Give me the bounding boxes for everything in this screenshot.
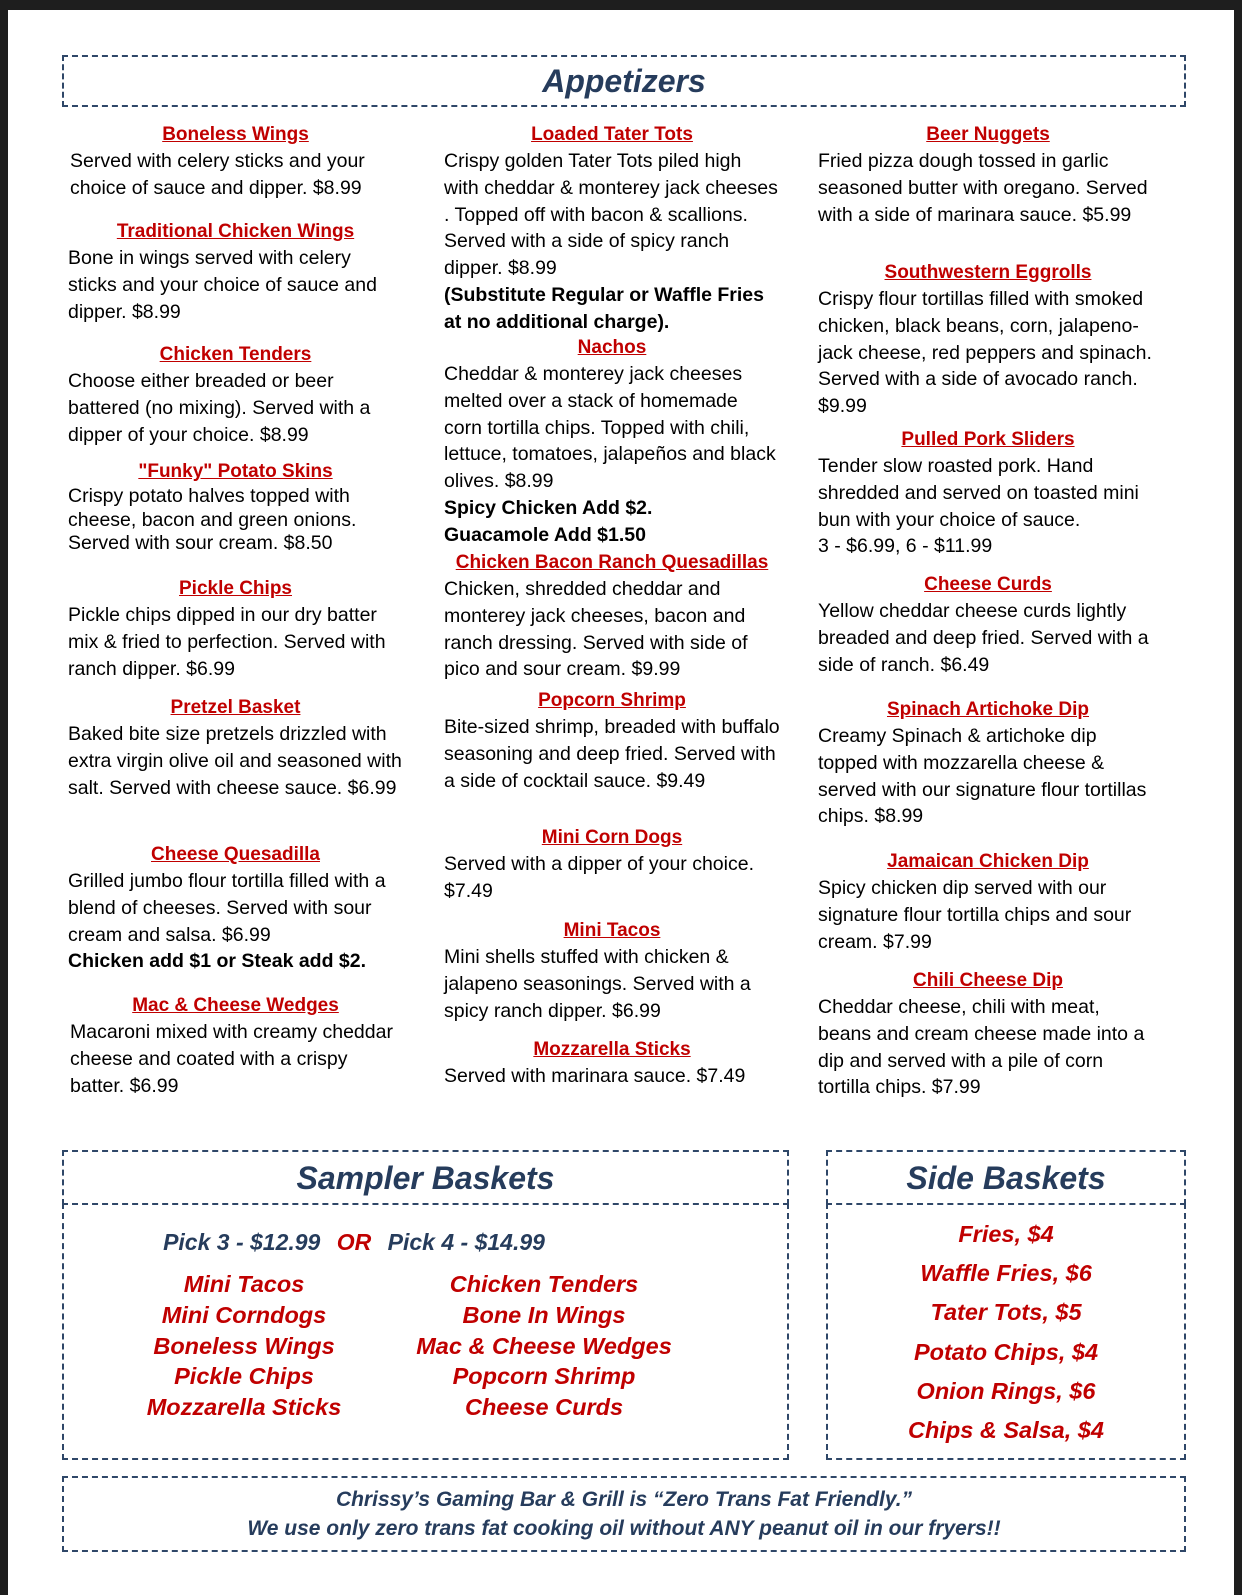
menu-item: [68, 342, 403, 448]
menu-item: [444, 918, 780, 1024]
sampler-item: Mini Corndogs: [161, 1301, 327, 1328]
menu-item-desc: Macaroni mixed with creamy cheddar cheese and coated with a crispy batter. $6.99: [70, 1021, 393, 1097]
sampler-item: Mini Tacos: [183, 1271, 305, 1297]
menu-item: [68, 122, 403, 202]
menu-item-name: Mini Corn Dogs: [541, 827, 683, 848]
menu-item: [818, 697, 1158, 830]
menu-item: [818, 122, 1158, 228]
menu-item-name: Chicken Bacon Ranch Quesadillas: [455, 552, 769, 573]
menu-item-name: Jamaican Chicken Dip: [887, 851, 1089, 872]
side-item: Chips & Salsa, $4: [908, 1417, 1104, 1444]
menu-item-note: Guacamole Add $1.50: [444, 523, 646, 546]
menu-item-name: Pickle Chips: [179, 578, 292, 599]
sampler-item: Cheese Curds: [464, 1394, 624, 1421]
sampler-item: Chicken Tenders: [449, 1271, 639, 1297]
menu-item-desc: Tender slow roasted pork. Hand shredded and served on toasted mini bun with your choice of sauce.: [818, 455, 1139, 531]
menu-item: [444, 688, 780, 794]
menu-item-note: (Substitute Regular or Waffle Fries at no additional charge).: [444, 283, 764, 333]
side-item: Tater Tots, $5: [930, 1299, 1082, 1326]
menu-page: [8, 10, 1234, 1595]
menu-item-desc: Served with a dipper of your choice. $7.49: [444, 853, 755, 902]
side-item: Potato Chips, $4: [913, 1338, 1099, 1365]
side-item: Onion Rings, $6: [916, 1377, 1096, 1404]
menu-item-desc: Crispy flour tortillas filled with smoked chicken, black beans, corn, jalapeno-jack cheese, red peppers and spinach. Served with a side of avocado ranch. $9.99: [818, 288, 1152, 418]
menu-item: [68, 842, 403, 975]
menu-item-desc: Grilled jumbo flour tortilla filled with a blend of cheeses. Served with sour cream and salsa. $6.99: [68, 870, 386, 946]
menu-item-name: Southwestern Eggrolls: [884, 262, 1092, 283]
menu-item: [818, 968, 1158, 1101]
sampler-item: Bone In Wings: [462, 1301, 626, 1328]
sampler-item: Boneless Wings: [153, 1332, 335, 1359]
menu-item-desc: Chicken, shredded cheddar and monterey jack cheeses, bacon and ranch dressing. Served with side of pico and sour cream. $9.99: [444, 578, 748, 681]
menu-item: [818, 849, 1158, 955]
sampler-item: Pickle Chips: [174, 1363, 314, 1390]
menu-item-note: Chicken add $1 or Steak add $2.: [68, 950, 367, 973]
menu-item: [444, 1037, 780, 1090]
menu-item-desc: Crispy potato halves topped with cheese, bacon and green onions. Served with sour cream. $8.50: [68, 485, 357, 554]
menu-item-desc: Served with marinara sauce. $7.49: [444, 1065, 746, 1087]
footer-line-1: Chrissy’s Gaming Bar & Grill is “Zero Trans Fat Friendly.”: [335, 1488, 913, 1511]
menu-item-name: Chili Cheese Dip: [913, 970, 1063, 991]
pick-3-price: Pick 3 - $12.99: [163, 1229, 321, 1255]
menu-item-desc: Yellow cheddar cheese curds lightly breaded and deep fried. Served with a side of ranch. $6.49: [818, 600, 1149, 676]
sides-box: [826, 1203, 1186, 1460]
menu-item-note: Spicy Chicken Add $2.: [444, 496, 653, 519]
menu-item-desc: Cheddar & monterey jack cheeses melted over a stack of homemade corn tortilla chips. Topped with chili, lettuce, tomatoes, jalapeños and black olives. $8.99: [444, 363, 776, 493]
menu-item-desc: Bite-sized shrimp, breaded with buffalo seasoning and deep fried. Served with a side of cocktail sauce. $9.49: [444, 716, 780, 792]
sampler-list-left: [124, 1269, 364, 1423]
menu-item-desc: Baked bite size pretzels drizzled with extra virgin olive oil and seasoned with salt. Served with cheese sauce. $6.99: [68, 723, 402, 799]
menu-item-name: Mac & Cheese Wedges: [132, 995, 339, 1016]
menu-item-desc: 3 - $6.99, 6 - $11.99: [818, 535, 993, 558]
menu-item-name: Loaded Tater Tots: [531, 124, 693, 145]
menu-item: [68, 993, 403, 1099]
menu-item-name: "Funky" Potato Skins: [138, 461, 333, 482]
menu-item-name: Mozzarella Sticks: [533, 1039, 691, 1060]
menu-item: [818, 427, 1158, 560]
menu-item: [68, 695, 403, 801]
menu-item-name: Cheese Curds: [924, 574, 1052, 595]
menu-item-desc: Creamy Spinach & artichoke dip topped with mozzarella cheese & served with our signature flour tortillas chips. $8.99: [818, 725, 1147, 828]
sampler-item: Mac & Cheese Wedges: [416, 1332, 672, 1359]
menu-item: [444, 825, 780, 905]
menu-item-name: Beer Nuggets: [926, 124, 1050, 145]
side-item: Fries, $4: [958, 1221, 1054, 1247]
sampler-box: [62, 1203, 789, 1460]
menu-item-desc: Bone in wings served with celery sticks and your choice of sauce and dipper. $8.99: [68, 247, 377, 323]
menu-item-desc: Cheddar cheese, chili with meat, beans and cream cheese made into a dip and served with a pile of corn tortilla chips. $7.99: [818, 996, 1145, 1099]
menu-item-name: Boneless Wings: [162, 124, 309, 145]
sampler-item: Popcorn Shrimp: [452, 1363, 636, 1390]
menu-item-name: Pulled Pork Sliders: [901, 429, 1075, 450]
menu-item: [68, 459, 403, 556]
menu-item-name: Popcorn Shrimp: [538, 690, 686, 711]
menu-item: [818, 260, 1158, 420]
menu-item: [444, 122, 780, 336]
menu-item: [68, 576, 403, 682]
menu-item-name: Cheese Quesadilla: [151, 844, 320, 865]
menu-item-desc: Fried pizza dough tossed in garlic seasoned butter with oregano. Served with a side of marinara sauce. $5.99: [818, 150, 1148, 226]
side-item: Waffle Fries, $6: [920, 1260, 1092, 1287]
menu-item-desc: Served with celery sticks and your choice of sauce and dipper. $8.99: [70, 150, 365, 199]
menu-item: [818, 572, 1158, 678]
menu-item-desc: Pickle chips dipped in our dry batter mix & fried to perfection. Served with ranch dipper. $6.99: [68, 604, 386, 680]
menu-item: [444, 335, 780, 549]
menu-item: [444, 550, 780, 683]
menu-item-name: Spinach Artichoke Dip: [887, 699, 1089, 720]
sides-title-box: [826, 1150, 1186, 1205]
menu-item-desc: Crispy golden Tater Tots piled high with cheddar & monterey jack cheeses . Topped off with bacon & scallions. Served with a side of spicy ranch dipper. $8.99: [444, 150, 778, 280]
sides-title: Side Baskets: [906, 1160, 1106, 1196]
menu-item-desc: Spicy chicken dip served with our signature flour tortilla chips and sour cream. $7.99: [818, 877, 1132, 953]
menu-item-name: Nachos: [577, 337, 647, 358]
appetizers-title: Appetizers: [542, 63, 706, 99]
sampler-list-right: [404, 1269, 684, 1423]
footer-box: [62, 1476, 1186, 1552]
sampler-title: Sampler Baskets: [296, 1160, 555, 1196]
or-label: OR: [336, 1229, 372, 1255]
appetizers-header-box: [62, 55, 1186, 107]
menu-item-name: Pretzel Basket: [170, 697, 301, 718]
sides-list: [828, 1215, 1184, 1450]
menu-item-desc: Choose either breaded or beer battered (no mixing). Served with a dipper of your choice. $8.99: [68, 370, 371, 446]
menu-item-name: Chicken Tenders: [159, 344, 312, 365]
menu-item: [68, 219, 403, 325]
menu-item-name: Traditional Chicken Wings: [116, 221, 355, 242]
sampler-title-box: [62, 1150, 789, 1205]
menu-item-name: Mini Tacos: [563, 920, 661, 941]
footer-line-2: We use only zero trans fat cooking oil without ANY peanut oil in our fryers!!: [247, 1517, 1001, 1540]
sampler-item: Mozzarella Sticks: [146, 1394, 342, 1421]
pick-4-price: Pick 4 - $14.99: [387, 1229, 545, 1255]
menu-item-desc: Mini shells stuffed with chicken & jalapeno seasonings. Served with a spicy ranch dipper. $6.99: [444, 946, 751, 1022]
sampler-pricing: [64, 1227, 644, 1257]
